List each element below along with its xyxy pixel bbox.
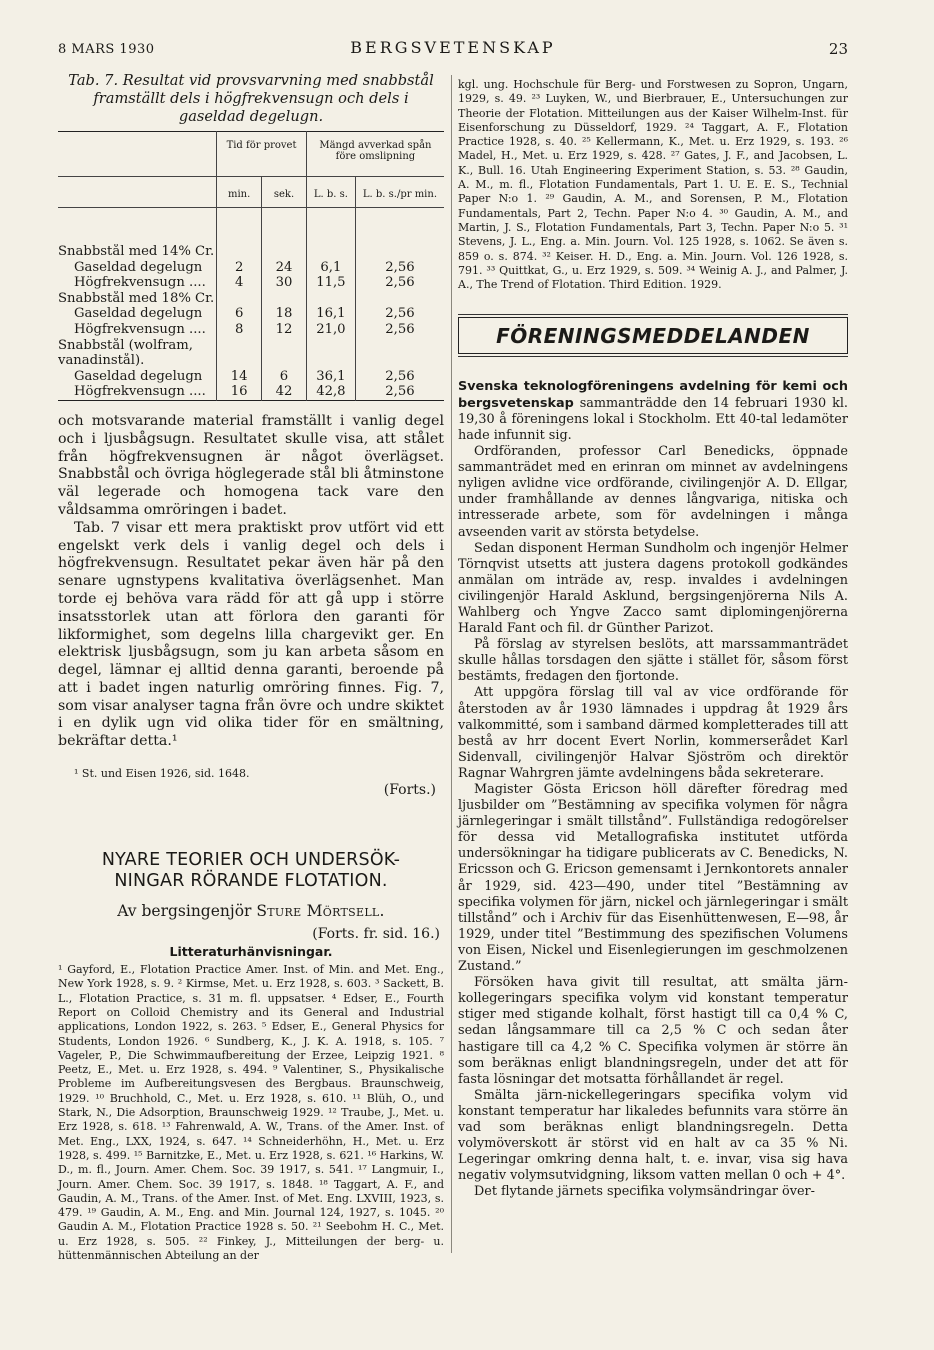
table-cell: 18 xyxy=(262,306,307,322)
table-cell: 8 xyxy=(217,322,262,338)
table-caption: Tab. 7. Resultat vid provsvarvning med snabbstål framställt dels i högfrekvensugn och dels i gaseldad degelugn. xyxy=(68,72,434,125)
row-label: Gaseldad degelugn xyxy=(74,306,203,322)
table-cell xyxy=(355,353,444,369)
paragraph: På förslag av styrelsen beslöts, att marssammanträdet skulle hållas torsdagen den sjätte i stället för, såsom först bestämts, fredagen den fjortonde. xyxy=(458,637,848,685)
table-cell: 4 xyxy=(217,275,262,291)
table-cell: 2,56 xyxy=(355,306,444,322)
continued-from: (Forts. fr. sid. 16.) xyxy=(312,926,440,943)
table-row xyxy=(58,369,444,385)
row-label: Snabbstål med 18% Cr. xyxy=(58,290,215,306)
author-name: Sture Mörtsell. xyxy=(256,902,385,921)
paragraph: Sedan disponent Herman Sundholm och ingenjör Helmer Törnqvist utsetts att justera dagens protokoll godkändes anmälan om inträde av, resp. invaldes i avdelningen civilingenjör Harald Asklund, bergsingenjörerna Nils A. Wahlberg och Yngve Zacco samt diplomingenjörerna Harald Fant och fil. dr Günther Parizot. xyxy=(458,540,848,637)
table-cell xyxy=(306,291,355,307)
unit-header: min. xyxy=(217,177,262,208)
table-cell xyxy=(262,291,307,307)
unit-header: L. b. s. xyxy=(306,177,355,208)
page-number: 23 xyxy=(828,40,848,58)
byline-prefix: Av bergsingenjör xyxy=(117,902,252,921)
article-title xyxy=(58,850,444,892)
table-cell: 30 xyxy=(262,275,307,291)
table-row xyxy=(58,244,444,260)
table-cell: 16,1 xyxy=(306,306,355,322)
paragraph: Det flytande järnets specifika volymsändringar över- xyxy=(474,1184,815,1200)
table-row xyxy=(58,338,444,354)
unit-header: sek. xyxy=(262,177,307,208)
right-column xyxy=(458,78,848,1200)
table-cell: 42,8 xyxy=(306,384,355,400)
paragraph: Magister Gösta Ericson höll därefter föredrag med ljusbilder om ”Bestämning av specifika volymen för några järnlegeringar i smält tillstånd”. Fullständiga redogörelser för dessa vid Metallografiska institutet utförda undersökningar ha tidigare publicerats av C. Benedicks, N. Ericsson och G. Ericson gemensamt i Jernkontorets annaler år 1929, sid. 423—490, under titel ”Bestämning av specifika volymen för järn, nickel och järnlegeringar i smält tillstånd” och i Archiv für das Eisenhüttenwesen, E—98, år 1929, under titel ”Bestimmung des spezifischen Volumens von Eisen, Nickel und Eisenlegierungen im geschmolzenen Zustand.” xyxy=(458,782,848,975)
paragraph: Tab. 7 visar ett mera praktiskt prov utfört vid ett engelskt verk dels i vanlig degel och dels i högfrekvensugn. Resultatet pekar även här på den senare ugnstypens kvalitativa överlägsenhet. Man torde ej behöva vara rädd för att gå upp i större insatsstorlek utan att förlora den garanti för likformighet, som degelns lilla chargevikt ger. En elektrisk ljusbågsugn, som ju kan arbeta såsom en degel, lämnar ej alltid denna garanti, beroende på att i badet ingen naturlig omröring finnes. Fig. 7, som visar analyser tagna från övre och undre skiktet i en dylik ugn vid olika tider för en smältning, bekräftar detta.¹ xyxy=(58,519,444,750)
table-cell xyxy=(355,244,444,260)
title-line: NYARE TEORIER OCH UNDERSÖK- xyxy=(101,850,401,871)
row-label: Högfrekvensugn .... xyxy=(74,384,206,400)
society-title: Svenska teknologföreningens avdelning för kemi och bergsvetenskap xyxy=(458,379,848,411)
title-line: NINGAR RÖRANDE FLOTATION. xyxy=(114,871,388,892)
col-group-chips: Mängd avverkad spån före omslipning xyxy=(306,132,444,177)
table-cell: 6 xyxy=(262,369,307,385)
table-cell xyxy=(355,291,444,307)
header-date: 8 MARS 1930 xyxy=(58,42,155,57)
table-row xyxy=(58,260,444,276)
page-header xyxy=(58,38,848,62)
table-cell: 6,1 xyxy=(306,260,355,276)
table-cell: 21,0 xyxy=(306,322,355,338)
table-cell xyxy=(262,338,307,354)
byline xyxy=(58,902,444,920)
table-cell xyxy=(262,353,307,369)
meeting-intro xyxy=(458,379,848,444)
intro-text: sammanträdde den 14 februari 1930 kl. 19,30 å föreningens lokal i Stockholm. Ett 40-tal ledamöter hade infunnit sig. xyxy=(458,395,848,443)
journal-title: BERGSVETENSKAP xyxy=(350,38,556,57)
table-cell: 2,56 xyxy=(355,369,444,385)
column-divider xyxy=(451,75,452,1253)
table-cell: 6 xyxy=(217,306,262,322)
table-row xyxy=(58,306,444,322)
table-cell xyxy=(217,291,262,307)
table-cell: 2,56 xyxy=(355,322,444,338)
row-label: Snabbstål (wolfram, xyxy=(58,337,193,353)
table-row xyxy=(58,322,444,338)
table-cell: 2,56 xyxy=(355,275,444,291)
table-cell xyxy=(262,244,307,260)
table-cell: 16 xyxy=(217,384,262,400)
table-cell: 24 xyxy=(262,260,307,276)
table-cell: 2,56 xyxy=(355,260,444,276)
col-group-time: Tid för provet xyxy=(217,132,307,177)
banner-title: FÖRENINGSMEDDELANDEN xyxy=(458,317,848,354)
continued-note: (Forts.) xyxy=(383,782,436,799)
table-row xyxy=(58,291,444,307)
row-label: Gaseldad degelugn xyxy=(74,259,203,275)
table-cell: 2 xyxy=(217,260,262,276)
row-label: vanadinstål). xyxy=(58,353,145,369)
footnote: ¹ St. und Eisen 1926, sid. 1648. xyxy=(74,767,250,781)
table-cell: 14 xyxy=(217,369,262,385)
table-cell xyxy=(306,244,355,260)
references-heading: Litteraturhänvisningar. xyxy=(169,944,333,960)
row-label: Högfrekvensugn .... xyxy=(74,275,206,291)
paragraph: och motsvarande material framställt i vanlig degel och i ljusbågsugn. Resultatet skulle visa, att stålet från högfrekvensugnen är något överlägset. Snabbstål och övriga höglegerade stål bli åtminstone väl legerade och homogena tack vare den våldsamma omröringen i badet. xyxy=(58,412,444,518)
table-cell: 11,5 xyxy=(306,275,355,291)
table-cell xyxy=(306,338,355,354)
table-cell xyxy=(217,338,262,354)
left-column xyxy=(58,72,444,1263)
row-label: Högfrekvensugn .... xyxy=(74,321,206,337)
table-cell xyxy=(306,353,355,369)
unit-header: L. b. s./pr min. xyxy=(355,177,444,208)
row-label: Snabbstål med 14% Cr. xyxy=(58,244,215,259)
table-cell xyxy=(355,338,444,354)
table-cell xyxy=(217,244,262,260)
table-cell: 12 xyxy=(262,322,307,338)
section-banner xyxy=(458,314,848,357)
paragraph: Smälta järn-nickellegeringars specifika volym vid konstant temperatur har likaledes befunnits vara större än vad som beräknas enligt blandningsregeln. Detta volymöverskott är störst vid en halt av ca 35 % Ni. Legeringar omkring denna halt, t. e. invar, visa sig hava negativ volymsutvidgning, liksom vatten mellan 0 och + 4°. xyxy=(458,1087,848,1184)
table-row xyxy=(58,275,444,291)
row-label: Gaseldad degelugn xyxy=(74,368,203,384)
references-continued: kgl. ung. Hochschule für Berg- und Forstwesen zu Sopron, Ungarn, 1929, s. 49. ²³ Luyken, W., und Bierbrauer, E., Untersuchungen zur Theorie der Flotation. Mitteilungen aus der Kaiser Wilhelm-Inst. für Eisenforschung zu Düsseldorf, 1929. ²⁴ Taggart, A. F., Flotation Practice 1928, s. 40. ²⁵ Kellermann, K., Met. u. Erz 1929, s. 193. ²⁶ Madel, H., Met. u. Erz 1929, s. 428. ²⁷ Gates, J. F., and Jacobsen, L. K., Bull. 16. Utah Engineering Experiment Station, s. 53. ²⁸ Gaudin, A. M., m. fl., Flotation Fundamentals, Part 1. U. E. E. S., Technial Paper N:o 1. ²⁹ Gaudin, A. M., and Sorensen, P. M., Flotation Fundamentals, Part 2, Techn. Paper N:o 4. ³⁰ Gaudin, A. M., and Martin, J. S., Flotation Fundamentals, Part 3, Techn. Paper N:o 5. ³¹ Stevens, J. L., Eng. a. Min. Journ. Vol. 125 1928, s. 1062. Se även s. 859 o. s. 874. ³² Keiser. H. D., Eng. a. Min. Journ. Vol. 126 1928, s. 791. ³³ Quittkat, G., u. Erz 1929, s. 509. ³⁴ Weinig A. J., and Palmer, J. A., The Trend of Flotation. Third Edition. 1929. xyxy=(458,78,848,292)
paragraph: Ordföranden, professor Carl Benedicks, öppnade sammanträdet med en erinran om minnet av avdelningens nyligen avlidne vice ordförande, civilingenjör A. D. Ellgar, under framhållande av dennes långvariga, nitiska och intresserade arbete, som för avdelningen i många avseenden varit av största betydelse. xyxy=(458,444,848,540)
table-cell: 36,1 xyxy=(306,369,355,385)
paragraph: Försöken hava givit till resultat, att smälta järn-kollegeringars specifika volym vid konstant temperatur stiger med stigande kolhalt, först hastigt till ca 0,4 % C, sedan långsammare till ca 2,5 % C och sedan åter hastigare till ca 4,2 % C. Specifika volymen är större än som beräknas enligt blandningsregeln, under det att för fasta lösningar det motsatta förhållandet är regel. xyxy=(458,975,848,1087)
table-cell xyxy=(217,353,262,369)
paragraph: Att uppgöra förslag till val av vice ordförande för återstoden av år 1930 lämnades i uppdrag åt 1929 års valkommitté, som i samband därmed kompletterades till att bestå av hrr docent Evert Norlin, kommerserådet Karl Sidenvall, civilingenjör Halvar Sjöström och direktör Ragnar Wahrgren jämte avdelningens båda sekreterare. xyxy=(458,685,848,781)
table-cell: 42 xyxy=(262,384,307,400)
references-list: ¹ Gayford, E., Flotation Practice Amer. Inst. of Min. and Met. Eng., New York 1928, s. 9. ² Kirmse, Met. u. Erz 1928, s. 603. ³ Sackett, B. L., Flotation Practice, s. 31 m. fl. uppsatser. ⁴ Edser, E., Fourth Report on Colloid Chemistry and its General and Industrial applications, London 1922, s. 263. ⁵ Edser, E., General Physics for Students, London 1926. ⁶ Sundberg, K., J. K. A. 1918, s. 105. ⁷ Vageler, P., Die Schwimmaufbereitung der Erzee, Leipzig 1921. ⁸ Peetz, E., Met. u. Erz 1928, s. 494. ⁹ Valentiner, S., Physikalische Probleme im Aufbereitungsvesen des Bergbaus. Braunschweig, 1929. ¹⁰ Bruchhold, C., Met. u. Erz 1928, s. 610. ¹¹ Blüh, O., und Stark, N., Die Adsorption, Braunschweig 1929. ¹² Traube, J., Met. u. Erz 1928, s. 618. ¹³ Fahrenwald, A. W., Trans. of the Amer. Inst. of Met. Eng., LXX, 1924, s. 647. ¹⁴ Schneiderhöhn, H., Met. u. Erz 1928, s. 499. ¹⁵ Barnitzke, E., Met. u. Erz 1928, s. 621. ¹⁶ Harkins, W. D., m. fl., Journ. Amer. Chem. Soc. 39 1917, s. 541. ¹⁷ Langmuir, I., Journ. Amer. Chem. Soc. 39 1917, s. 1848. ¹⁸ Taggart, A. F., and Gaudin, A. M., Trans. of the Amer. Inst. of Met. Eng. LXVIII, 1923, s. 479. ¹⁹ Gaudin, A. M., Eng. and Min. Journal 124, 1927, s. 1045. ²⁰ Gaudin A. M., Flotation Practice 1928 s. 50. ²¹ Seebohm H. C., Met. u. Erz 1928, s. 505. ²² Finkey, J., Mitteilungen der berg- u. hüttenmännischen Abteilung an der xyxy=(58,963,444,1263)
table-row xyxy=(58,353,444,369)
table-row xyxy=(58,384,444,400)
table-cell: 2,56 xyxy=(355,384,444,400)
results-table xyxy=(58,131,444,401)
